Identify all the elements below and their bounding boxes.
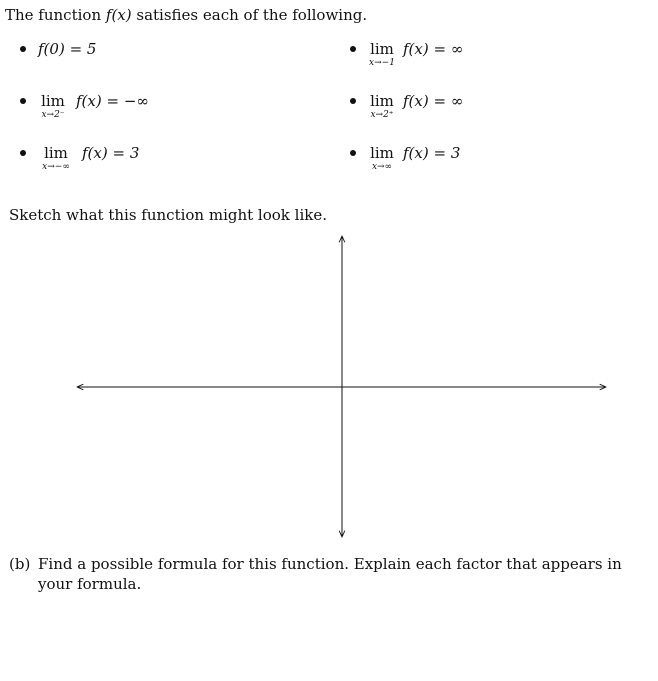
part-b-line1: Find a possible formula for this function. Explain each factor that appears in [38, 555, 622, 573]
limit-operator: lim x→2⁺ [367, 92, 397, 120]
condition-lim-x-neginf: f(x) = 3 [82, 144, 140, 162]
limit-subscript: x→2⁺ [370, 110, 394, 120]
condition-lim-x-2plus: f(x) = ∞ [403, 92, 464, 110]
intro-func: f(x) [105, 6, 132, 24]
intro-suffix: satisfies each of the following. [136, 6, 368, 24]
condition-lim-x-neg1: f(x) = ∞ [403, 40, 464, 58]
condition-lim-x-2minus: f(x) = −∞ [76, 92, 149, 110]
limit-subscript: x→2⁻ [41, 110, 65, 120]
part-b-label: (b) [9, 555, 31, 573]
limit-subscript: x→−1 [369, 58, 395, 68]
limit-subscript: x→∞ [371, 162, 393, 172]
condition-lim-x-inf: f(x) = 3 [403, 144, 461, 162]
condition-f0: f(0) = 5 [38, 40, 97, 58]
intro-prefix: The function [5, 6, 102, 24]
limit-subscript: x→−∞ [42, 162, 70, 172]
part-b-line2: your formula. [38, 575, 142, 593]
limit-operator: lim x→−∞ [38, 144, 74, 172]
limit-operator: lim x→−1 [367, 40, 397, 68]
limit-operator: lim x→∞ [367, 144, 397, 172]
sketch-prompt: Sketch what this function might look like. [9, 206, 327, 224]
limit-operator: lim x→2⁻ [38, 92, 68, 120]
